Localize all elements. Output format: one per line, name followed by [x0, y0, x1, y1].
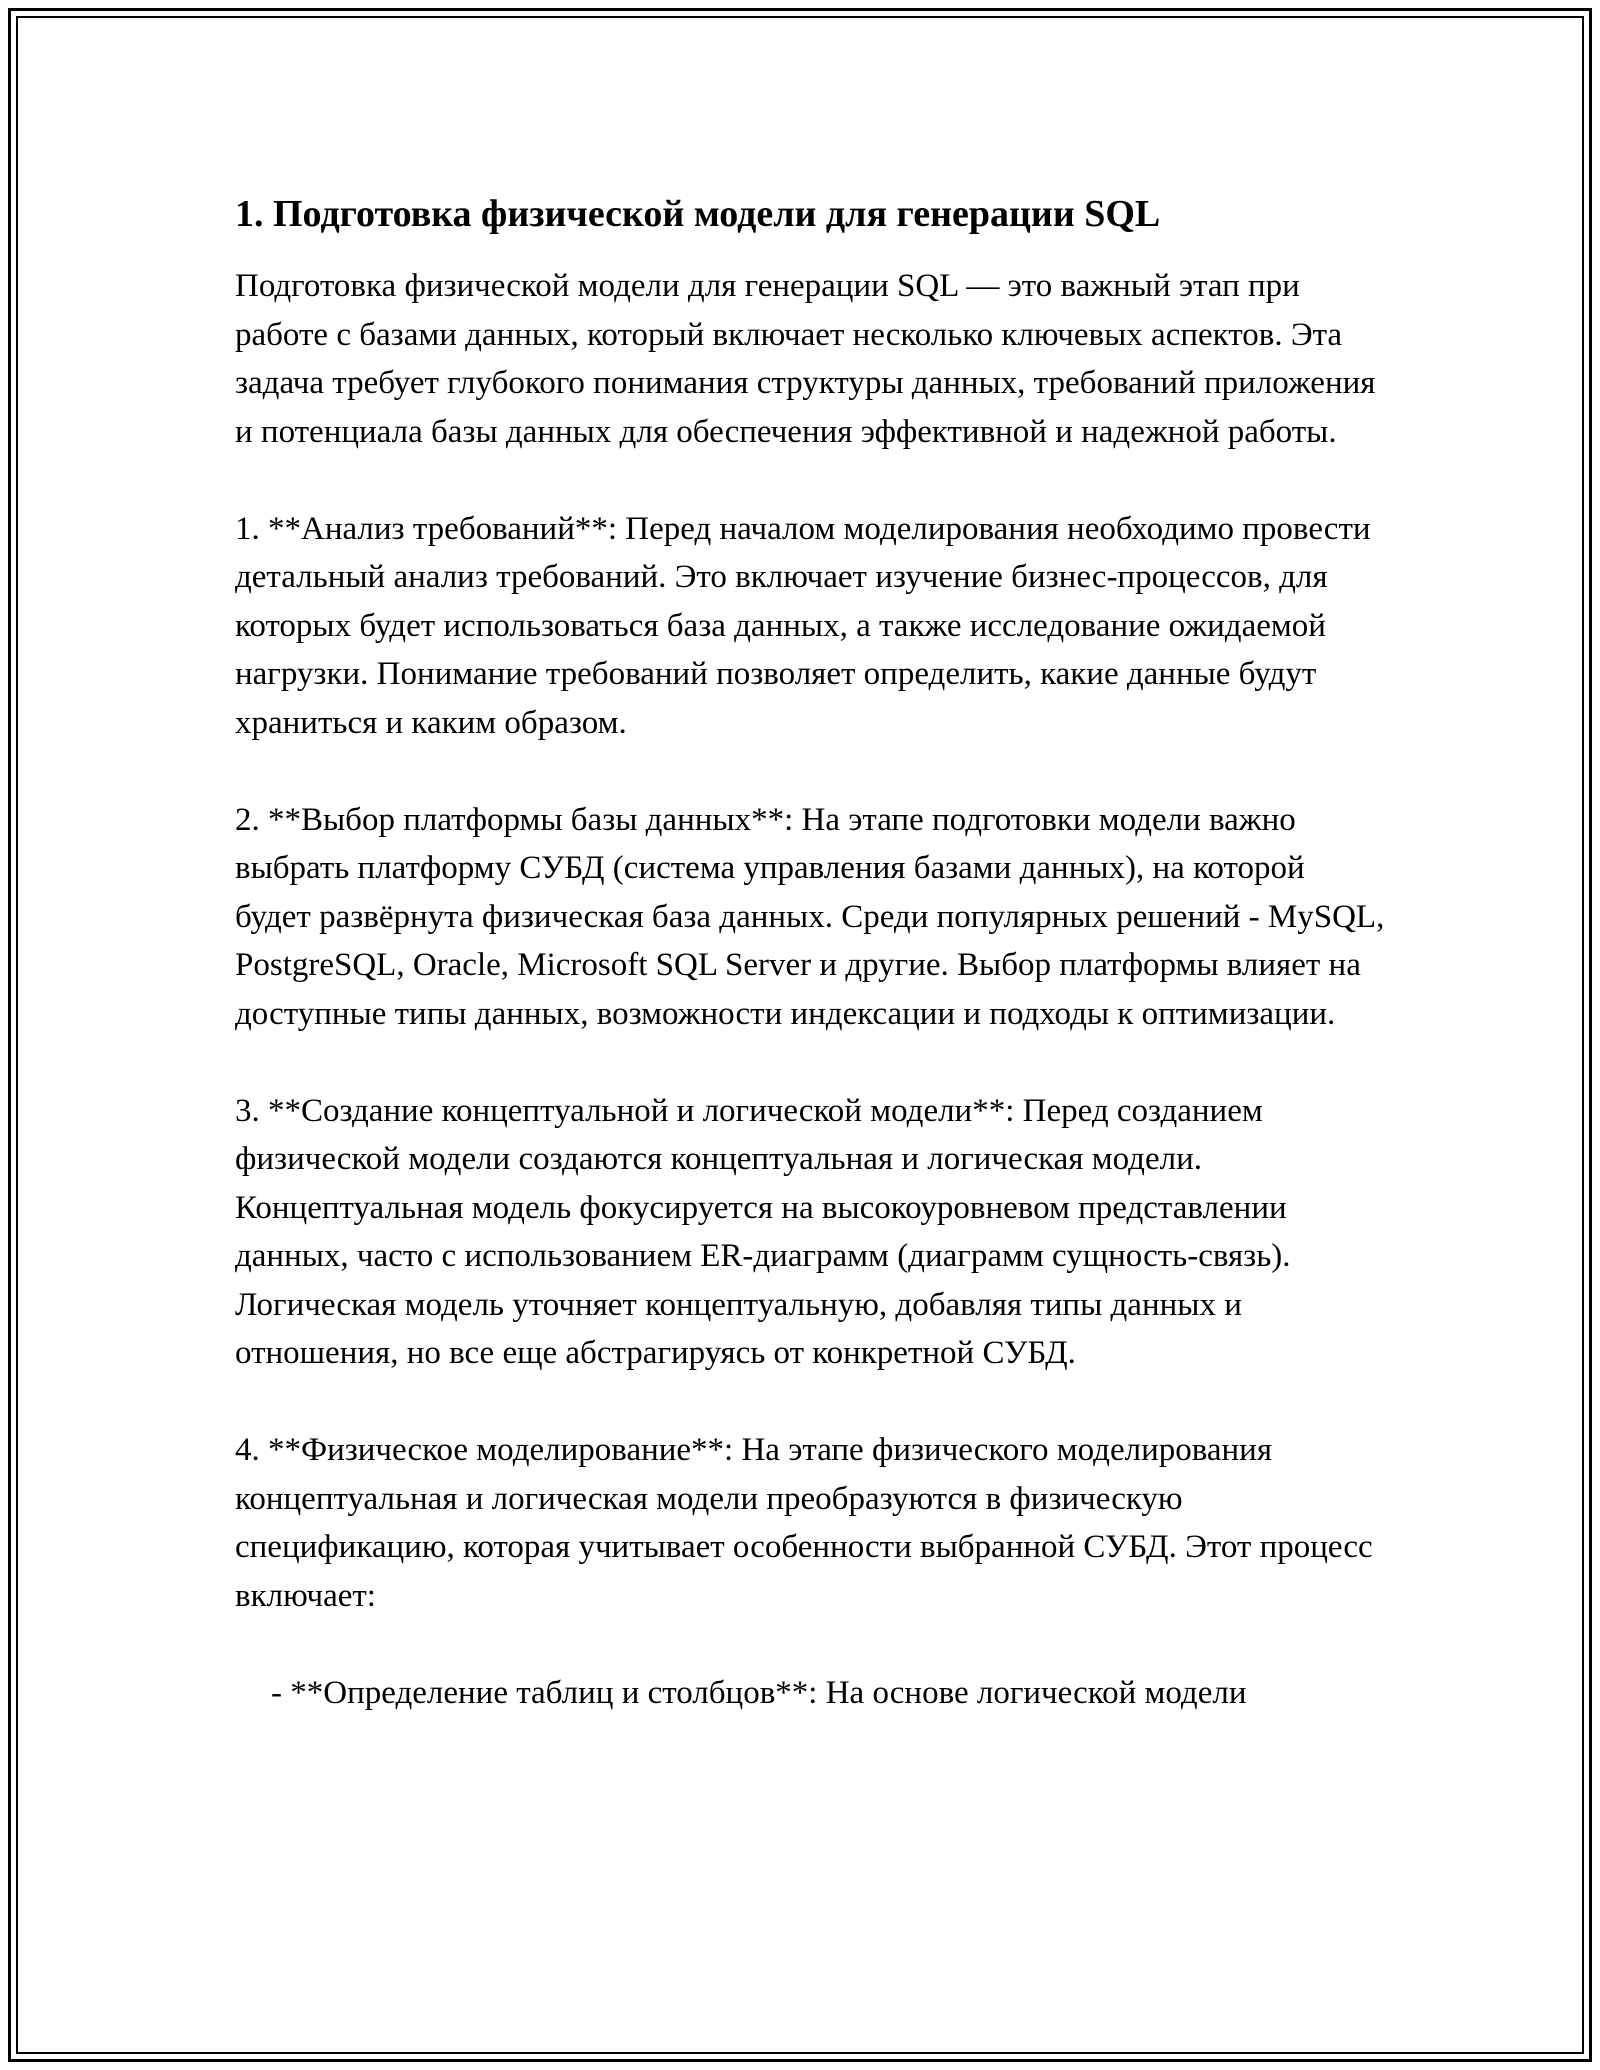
paragraph-conceptual-logical-model: 3. **Создание концептуальной и логической модели**: Перед созданием физической модели создаются концептуальная и логическая модели. Концептуальная модель фокусируется на высокоуровневом представлении данных, часто с использованием ER-диаграмм (диаграмм сущность-связь). Логическая модель уточняет концептуальную, добавляя типы данных и отношения, но все еще абстрагируясь от конкретной СУБД.	[235, 1092, 1291, 1371]
paragraph-platform-choice: 2. **Выбор платформы базы данных**: На этапе подготовки модели важно выбрать платформу СУБД (система управления базами данных), на которой будет развёрнута физическая база данных. Среди популярных решений - MySQL, PostgreSQL, Oracle, Microsoft SQL Server и другие. Выбор платформы влияет на доступные типы данных, возможности индексации и подходы к оптимизации.	[235, 801, 1385, 1032]
paragraph-requirements-analysis: 1. **Анализ требований**: Перед началом моделирования необходимо провести детальный анализ требований. Это включает изучение бизнес-процессов, для которых будет использоваться база данных, а также исследование ожидаемой нагрузки. Понимание требований позволяет определить, какие данные будут храниться и каким образом.	[235, 510, 1371, 741]
intro-paragraph: Подготовка физической модели для генерации SQL — это важный этап при работе с базами данных, который включает несколько ключевых аспектов. Эта задача требует глубокого понимания структуры данных, требований приложения и потенциала базы данных для обеспечения эффективной и надежной работы.	[235, 268, 1376, 450]
document-body	[235, 188, 1385, 1766]
paragraph-physical-modeling: 4. **Физическое моделирование**: На этапе физического моделирования концептуальная и логическая модели преобразуются в физическую спецификацию, которая учитывает особенности выбранной СУБД. Этот процесс включает:	[235, 1432, 1373, 1614]
list-item-tables-columns: - **Определение таблиц и столбцов**: На основе логической модели	[271, 1674, 1247, 1711]
document-title: 1. Подготовка физической модели для генерации SQL	[235, 193, 1161, 235]
